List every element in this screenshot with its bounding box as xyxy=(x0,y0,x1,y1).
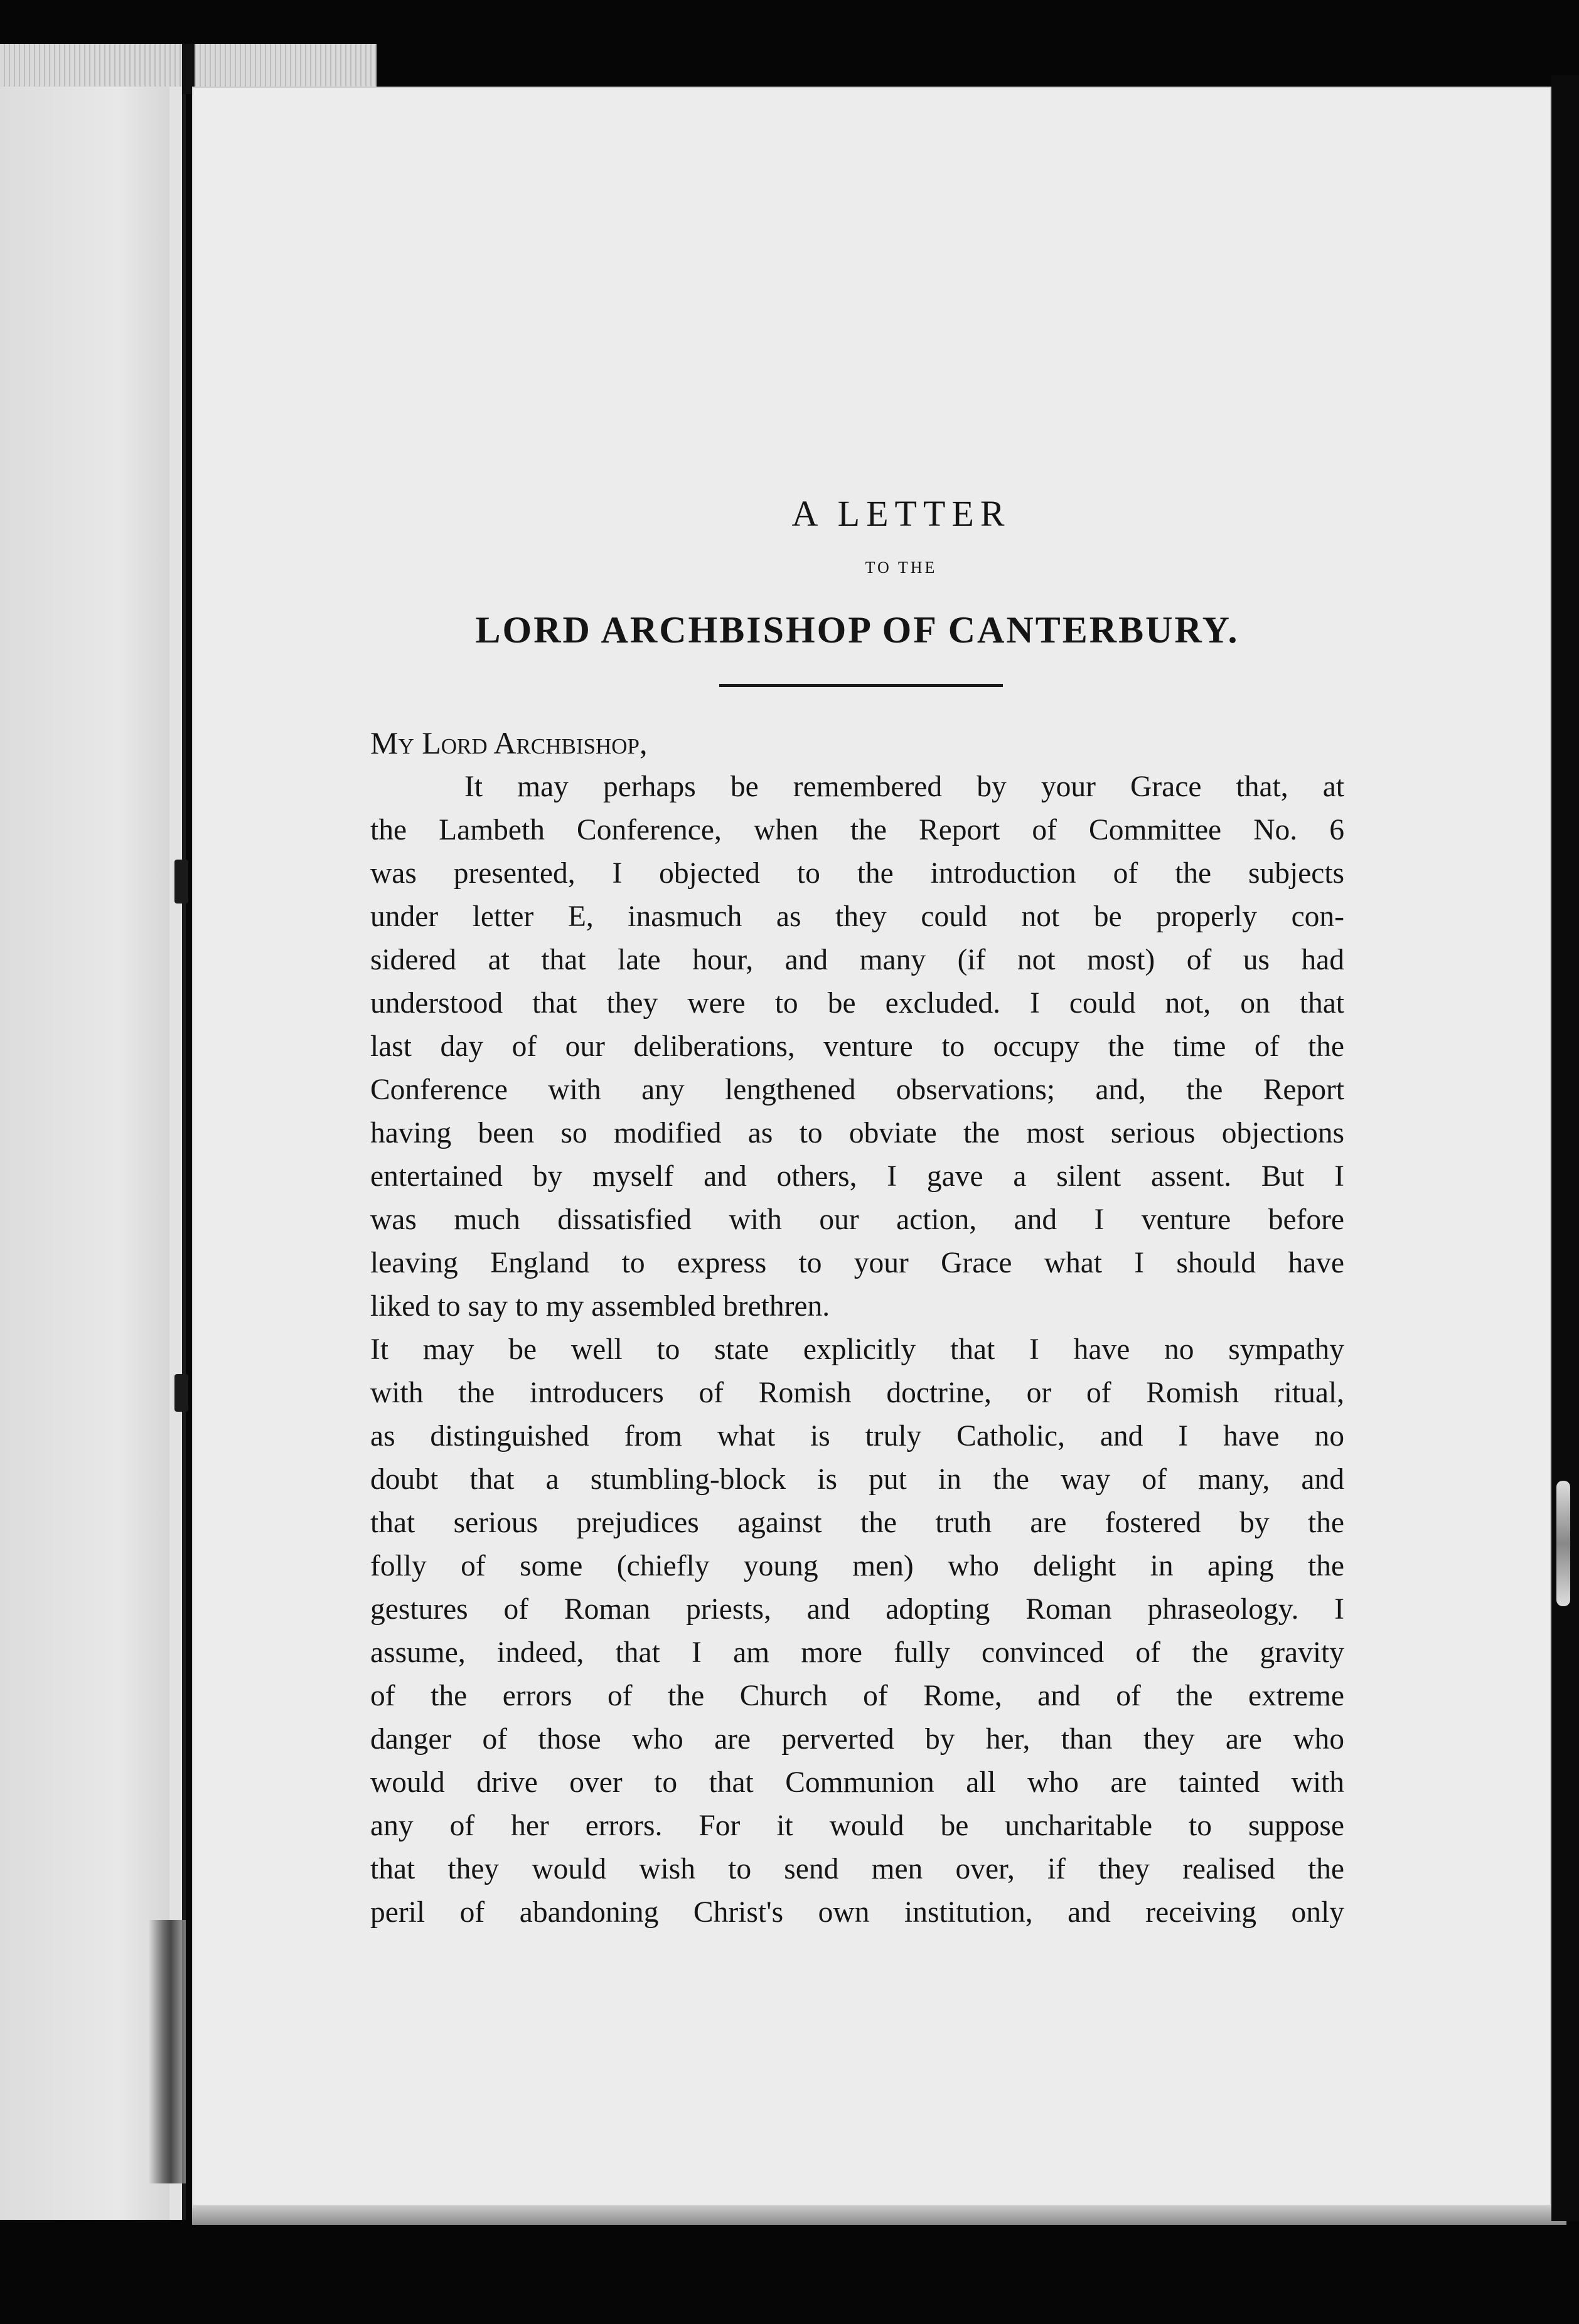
text-line: having been so modified as to obviate the most serious objections xyxy=(370,1117,1344,1149)
salutation: My Lord Archbishop, xyxy=(370,725,648,760)
text-line: doubt that a stumbling-block is put in the way of many, and xyxy=(370,1463,1344,1496)
letter-text xyxy=(370,493,1344,1934)
text-line: with the introducers of Romish doctrine, or of Romish ritual, xyxy=(370,1377,1344,1409)
paragraph-1 xyxy=(370,765,1344,1328)
text-line: It may perhaps be remembered by your Grace that, at xyxy=(464,770,1344,803)
text-line: the Lambeth Conference, when the Report of Committee No. 6 xyxy=(370,814,1344,846)
text-line: danger of those who are perverted by her, than they are who xyxy=(370,1723,1344,1756)
text-line: as distinguished from what is truly Catholic, and I have no xyxy=(370,1420,1344,1452)
text-line: under letter E, inasmuch as they could not be properly con- xyxy=(370,900,1344,933)
text-line: understood that they were to be excluded. I could not, on that xyxy=(370,987,1344,1020)
text-line: peril of abandoning Christ's own institution, and receiving only xyxy=(370,1896,1344,1929)
text-line: folly of some (chiefly young men) who delight in aping the xyxy=(370,1550,1344,1582)
text-line: liked to say to my assembled brethren. xyxy=(370,1290,830,1323)
title-rule xyxy=(719,684,1003,687)
text-line: was much dissatisfied with our action, and I venture before xyxy=(370,1203,1344,1236)
text-line: that serious prejudices against the truth are fostered by the xyxy=(370,1506,1344,1539)
letter-to-the: TO THE xyxy=(865,558,938,577)
letter-title: A LETTER xyxy=(791,493,1011,534)
letter-addressee: LORD ARCHBISHOP OF CANTERBURY. xyxy=(475,609,1239,651)
text-line: of the errors of the Church of Rome, and of the extreme xyxy=(370,1680,1344,1712)
text-line: would drive over to that Communion all who are tainted with xyxy=(370,1766,1344,1799)
text-line: assume, indeed, that I am more fully convinced of the gravity xyxy=(370,1636,1344,1669)
text-line: Conference with any lengthened observations; and, the Report xyxy=(370,1074,1344,1106)
margin-mark xyxy=(174,860,188,903)
page-bottom-edge xyxy=(192,2206,1566,2225)
text-line: leaving England to express to your Grace what I should have xyxy=(370,1247,1344,1279)
text-line: It may be well to state explicitly that I have no sympathy xyxy=(370,1333,1344,1366)
binding-bleed xyxy=(148,1920,186,2183)
text-line: gestures of Roman priests, and adopting Roman phraseology. I xyxy=(370,1593,1344,1626)
previous-leaf-edge xyxy=(0,87,186,2220)
text-line: sidered at that late hour, and many (if not most) of us had xyxy=(370,944,1344,976)
page-edge-damage xyxy=(1556,1481,1570,1606)
margin-mark xyxy=(174,1374,188,1412)
text-line: was presented, I objected to the introduction of the subjects xyxy=(370,857,1344,890)
right-page-shadow xyxy=(1551,75,1579,2221)
text-line: that they would wish to send men over, if they realised the xyxy=(370,1853,1344,1885)
text-line: any of her errors. For it would be uncharitable to suppose xyxy=(370,1810,1344,1842)
text-line: last day of our deliberations, venture to occupy the time of the xyxy=(370,1030,1344,1063)
paragraph-2 xyxy=(370,1328,1344,1934)
text-line: entertained by myself and others, I gave a silent assent. But I xyxy=(370,1160,1344,1193)
